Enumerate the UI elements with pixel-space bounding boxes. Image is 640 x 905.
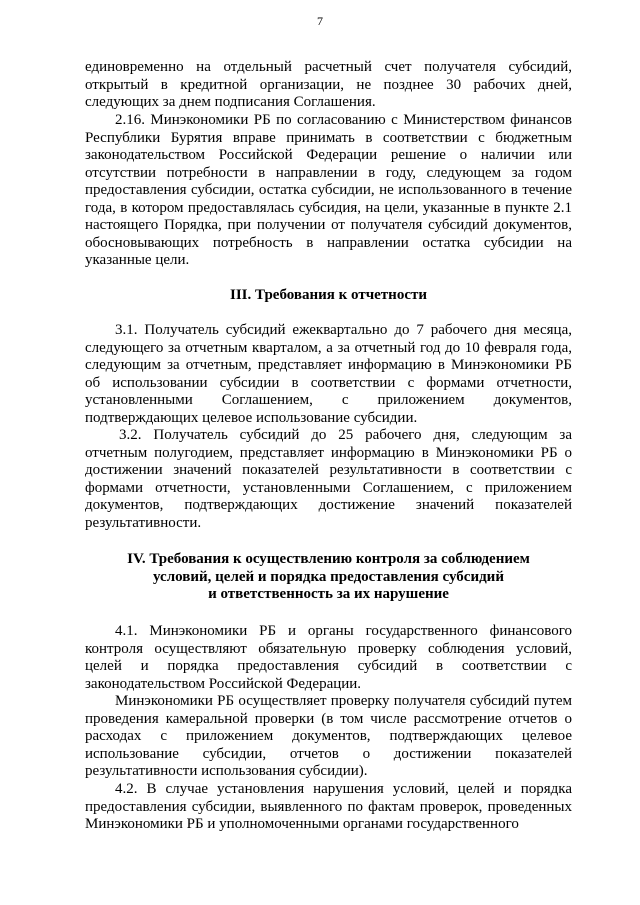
paragraph-4-1: 4.1. Минэкономики РБ и органы государственного финансового контроля осуществляют обязательную проверку соблюдения условий, целей и порядка предоставления субсидий в соответствии с законодательством Российской Федерации.: [85, 623, 572, 692]
heading-line: IV. Требования к осуществлению контроля за соблюдением: [127, 551, 530, 567]
paragraph-4-1-inspection: Минэкономики РБ осуществляет проверку получателя субсидий путем проведения камеральной проверки (в том числе рассмотрение отчетов о расходах с приложением документов, подтверждающих целевое использование субсидии, отчетов о достижении показателей результативности использования субсидии).: [85, 693, 572, 779]
paragraph-2-16: 2.16. Минэкономики РБ по согласованию с Министерством финансов Республики Бурятия вправе принимать в соответствии с бюджетным законодательством Российской Федерации решение о наличии или отсутствии потребности в направлении в году, следующем за годом предоставления субсидии, остатка субсидии, не использованного в течение года, в котором предоставлялась субсидия, на цели, указанные в пункте 2.1 настоящего Порядка, при получении от получателя субсидий документов, обосновывающих потребность в направлении остатка субсидии на указанные цели.: [85, 112, 572, 268]
paragraph-3-1: 3.1. Получатель субсидий ежеквартально до 7 рабочего дня месяца, следующего за отчетным кварталом, а за отчетный год до 10 февраля года, следующим за отчетным, представляет информацию в Минэкономики РБ об использовании субсидии в соответствии с формами отчетности, установленными Соглашением, с приложением документов, подтверждающих целевое использование субсидии.: [85, 322, 572, 426]
paragraph-3-2: 3.2. Получатель субсидий до 25 рабочего дня, следующим за отчетным полугодием, представляет информацию в Минэкономики РБ о достижении значений показателей результативности в соответствии с формами отчетности, установленными Соглашением, с приложением документов, подтверждающих достижение значений показателей результативности.: [85, 427, 572, 531]
page-number: 7: [317, 14, 323, 28]
paragraph-continuation: единовременно на отдельный расчетный счет получателя субсидий, открытый в кредитной организации, не позднее 30 рабочих дней, следующих за днем подписания Соглашения.: [85, 59, 572, 110]
section-heading-3: III. Требования к отчетности: [230, 287, 427, 303]
section-heading-4: [85, 551, 572, 604]
heading-line: условий, целей и порядка предоставления субсидий: [153, 568, 504, 585]
paragraph-4-2: 4.2. В случае установления нарушения условий, целей и порядка предоставления субсидии, выявленного по фактам проверок, проведенных Минэкономики РБ и уполномоченными органами государственного: [85, 781, 572, 832]
heading-line: и ответственность за их нарушение: [208, 586, 449, 602]
